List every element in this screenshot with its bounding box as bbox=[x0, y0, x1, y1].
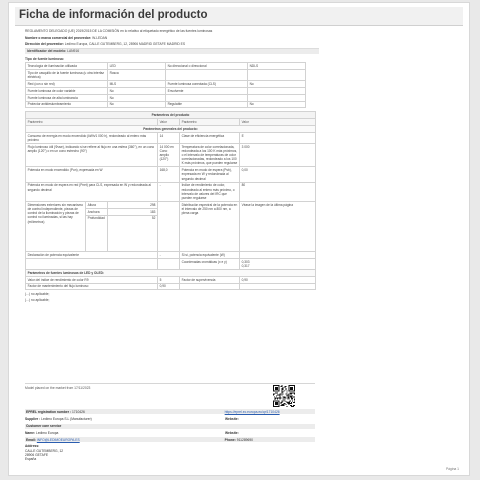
param-cell: Potencia en modo de espera (Psb), expresada en W y redondeada al segundo decimal bbox=[180, 167, 240, 182]
tech-cell: MLS bbox=[108, 81, 166, 88]
tech-cell: No bbox=[108, 101, 166, 108]
tech-row bbox=[26, 63, 306, 70]
params-head-value2: Valor bbox=[240, 119, 316, 126]
model-value: LAN916 bbox=[67, 49, 80, 54]
tech-cell: No bbox=[248, 81, 306, 88]
email-label: Email: bbox=[26, 437, 36, 442]
tech-cell bbox=[166, 70, 248, 81]
technology-table bbox=[25, 62, 306, 108]
dims-depth-label: Profundidad bbox=[86, 215, 108, 252]
eprel-link[interactable]: https://eprel.ec.europa.eu/qr/1710426 bbox=[224, 409, 280, 414]
dims-width-value: 183 bbox=[108, 208, 158, 215]
customer-care-label: Customer care service bbox=[26, 424, 62, 429]
product-sheet-page bbox=[8, 2, 470, 476]
address-line-3: España bbox=[25, 457, 37, 462]
param-row bbox=[26, 143, 316, 167]
dims-depth-value: 52 bbox=[108, 215, 158, 252]
model-line bbox=[25, 48, 319, 54]
param-cell: Potencia en modo encendido (Pon), expresada en W bbox=[26, 167, 158, 182]
tech-row bbox=[26, 81, 306, 88]
tech-cell: Red (con o sin red) bbox=[26, 81, 108, 88]
spectral-label: Distribución espectral de la potencia en el intervalo de 250 nm a 800 nm, a plena carga bbox=[180, 202, 240, 252]
regulation-text: REGLAMENTO DELEGADO (UE) 2019/2015 DE LA COMISIÓN en lo relativo al etiquetado energético de las fuentes luminosas bbox=[25, 29, 213, 33]
param-cell: Temperatura de color correlacionada, redondeada a los 100 K más próximos, o el intervalo de temperaturas de color correlacionadas, redondeado a los 100 K más próximos, que pueden regularse bbox=[180, 143, 240, 167]
equivalent-value: - bbox=[158, 252, 180, 259]
title-bar bbox=[15, 7, 463, 26]
param-cell: 3 000 bbox=[240, 143, 316, 167]
param-cell: 0,00 bbox=[240, 167, 316, 182]
tech-cell: Tecnología de iluminación utilizada bbox=[26, 63, 108, 70]
tech-cell: NDLS bbox=[248, 63, 306, 70]
note-1: (...) no aplicable; bbox=[25, 292, 50, 297]
params-head-param1: Parámetro bbox=[26, 119, 158, 126]
param-cell: 80 bbox=[240, 182, 316, 201]
website-label: Website: bbox=[225, 417, 239, 422]
params-head-value1: Valor bbox=[158, 119, 180, 126]
param-row bbox=[26, 132, 316, 143]
tech-row bbox=[26, 88, 306, 95]
chromaticity-x: 0,303 bbox=[241, 259, 250, 264]
parameters-table bbox=[25, 111, 316, 290]
chromaticity-label: Coordenadas cromáticas (x e y) bbox=[180, 259, 240, 270]
page-number: Página 1 bbox=[445, 467, 459, 471]
supplier-en-label: Supplier : bbox=[25, 417, 41, 422]
name-label: Name: bbox=[25, 430, 36, 435]
led-cell: 0,90 bbox=[240, 276, 316, 283]
tech-cell: Fuente luminosa de alta luminancia bbox=[26, 94, 108, 101]
dims-height-label: Altura bbox=[86, 202, 108, 209]
phone-label: Phone: bbox=[224, 437, 236, 442]
address-label: Dirección del proveedor: bbox=[25, 42, 64, 47]
led-cell: Factor de supervivencia bbox=[180, 276, 240, 283]
tech-cell: Regulable bbox=[166, 101, 248, 108]
led-row bbox=[26, 276, 316, 283]
light-type-label: Tipo de fuente luminosa: bbox=[25, 57, 64, 62]
note-2: (...) no aplicable; bbox=[25, 298, 50, 303]
tech-cell: No direccional o direccional bbox=[166, 63, 248, 70]
dims-height-value: 298 bbox=[108, 202, 158, 209]
tech-cell bbox=[248, 94, 306, 101]
tech-cell: Envolvente bbox=[166, 88, 248, 95]
name-value: Ledimo Europa bbox=[36, 430, 59, 435]
general-title: Parámetros generales del producto: bbox=[26, 126, 316, 133]
tech-row bbox=[26, 70, 306, 81]
model-label: Identificador del modelo: bbox=[27, 49, 67, 54]
address-line-1: CALLE GUTEMBERG, 12 bbox=[25, 448, 64, 453]
address-en-label: Address: bbox=[25, 444, 40, 449]
phone-value: 911289690 bbox=[236, 437, 253, 442]
tech-cell: Protector antideslumbramiento bbox=[26, 101, 108, 108]
address-line bbox=[25, 42, 315, 46]
dims-width-label: Anchura bbox=[86, 208, 108, 215]
param-row bbox=[26, 167, 316, 182]
tech-cell: No bbox=[108, 88, 166, 95]
tech-cell: Rosca bbox=[108, 70, 166, 81]
tech-cell bbox=[248, 88, 306, 95]
supplier-line bbox=[25, 36, 459, 40]
tech-row bbox=[26, 94, 306, 101]
led-cell: Factor de mantenimiento del flujo luminoso bbox=[26, 283, 158, 290]
supplier-en-value: Ledimo Europa S.L (Manufacturer) bbox=[41, 417, 92, 422]
tech-cell: No bbox=[108, 94, 166, 101]
param-cell: 168,0 bbox=[158, 167, 180, 182]
led-row bbox=[26, 283, 316, 290]
tech-cell bbox=[248, 70, 306, 81]
tech-row bbox=[26, 101, 306, 108]
eprel-section bbox=[25, 409, 315, 462]
address-line-2: 28906 GETAFE bbox=[25, 453, 49, 458]
led-cell bbox=[180, 283, 240, 290]
tech-cell: LED bbox=[108, 63, 166, 70]
param-cell: Potencia en modo de espera en red (Pnet) para CLS, expresada en W y redondeada al segundo decimal bbox=[26, 182, 158, 201]
param-cell: Índice de rendimiento de color, redondeado al entero más próximo, o intervalo de valores del IRC que pueden regularse bbox=[180, 182, 240, 201]
tech-cell: Fuente luminosa de color variable bbox=[26, 88, 108, 95]
dims-row bbox=[26, 202, 316, 209]
params-title: Parámetros del producto bbox=[26, 112, 316, 119]
param-row bbox=[26, 182, 316, 201]
sheet-content bbox=[25, 29, 459, 304]
dims-label: Dimensiones exteriores sin mecanismo de control independiente, piezas de control de la iluminación y piezas de control no iluminadas, si las hay (milímetros) bbox=[26, 202, 86, 252]
supplier-label: Nombre o marca comercial del proveedor: bbox=[25, 36, 92, 41]
tech-cell bbox=[166, 94, 248, 101]
equivalent-label: Declaración de potencia equivalente bbox=[26, 252, 158, 259]
page-title: Ficha de información del producto bbox=[19, 9, 208, 21]
param-cell: E bbox=[240, 132, 316, 143]
params-head-param2: Parámetro bbox=[180, 119, 240, 126]
chromaticity-values bbox=[240, 259, 316, 270]
eprel-value: 1710426 bbox=[71, 409, 85, 414]
equivalent-row bbox=[26, 252, 316, 259]
eprel-label: EPREL registration number : bbox=[26, 409, 72, 414]
tech-cell: Tipo de casquillo de la fuente luminosa (u otra interfaz eléctrica) bbox=[26, 70, 108, 81]
led-title: Parámetros de fuentes luminosas de LED y OLED: bbox=[26, 270, 316, 277]
placed-on-market: Model placed on the market from 17/11/2023 bbox=[25, 386, 91, 390]
led-cell: 0,90 bbox=[158, 283, 180, 290]
address-value: Ledimo Europa, CALLE GUTEMBERG, 12, 28906 MADRID GETAFE MADRID ES bbox=[64, 42, 186, 47]
chromaticity-row bbox=[26, 259, 316, 270]
equivalent-power-label: Si sí, potencia equivalente (W) bbox=[180, 252, 240, 259]
led-cell: 5 bbox=[158, 276, 180, 283]
param-cell: Clase de eficiencia energética bbox=[180, 132, 240, 143]
param-cell: - bbox=[158, 182, 180, 201]
led-cell bbox=[240, 283, 316, 290]
website2-label: Website: bbox=[225, 430, 239, 435]
param-cell: Consumo de energía en modo encendido (kWh/1 000 h), redondeado al entero más próximo bbox=[26, 132, 158, 143]
chromaticity-y: 0,317 bbox=[241, 264, 250, 269]
supplier-value: W-LEDAN bbox=[92, 36, 108, 41]
param-cell: 14 bbox=[158, 132, 180, 143]
led-cell: Valor del índice de rendimiento de color R9 bbox=[26, 276, 158, 283]
tech-cell: No bbox=[248, 101, 306, 108]
spectral-value: Véase la imagen de la última página bbox=[240, 202, 316, 252]
param-cell: 14 000 en Cono amplio (120°) bbox=[158, 143, 180, 167]
param-cell: Flujo luminoso útil (Φuse), indicando si se refiere al flujo en una esfera (360°), en un cono amplio (120°) o en un cono estrecho (90°) bbox=[26, 143, 158, 167]
qr-code-icon[interactable] bbox=[272, 384, 296, 408]
tech-cell: Fuente luminosa conectada (CLS) bbox=[166, 81, 248, 88]
email-link[interactable]: INFO@LEDIMOEUROPA.ES bbox=[36, 437, 80, 442]
